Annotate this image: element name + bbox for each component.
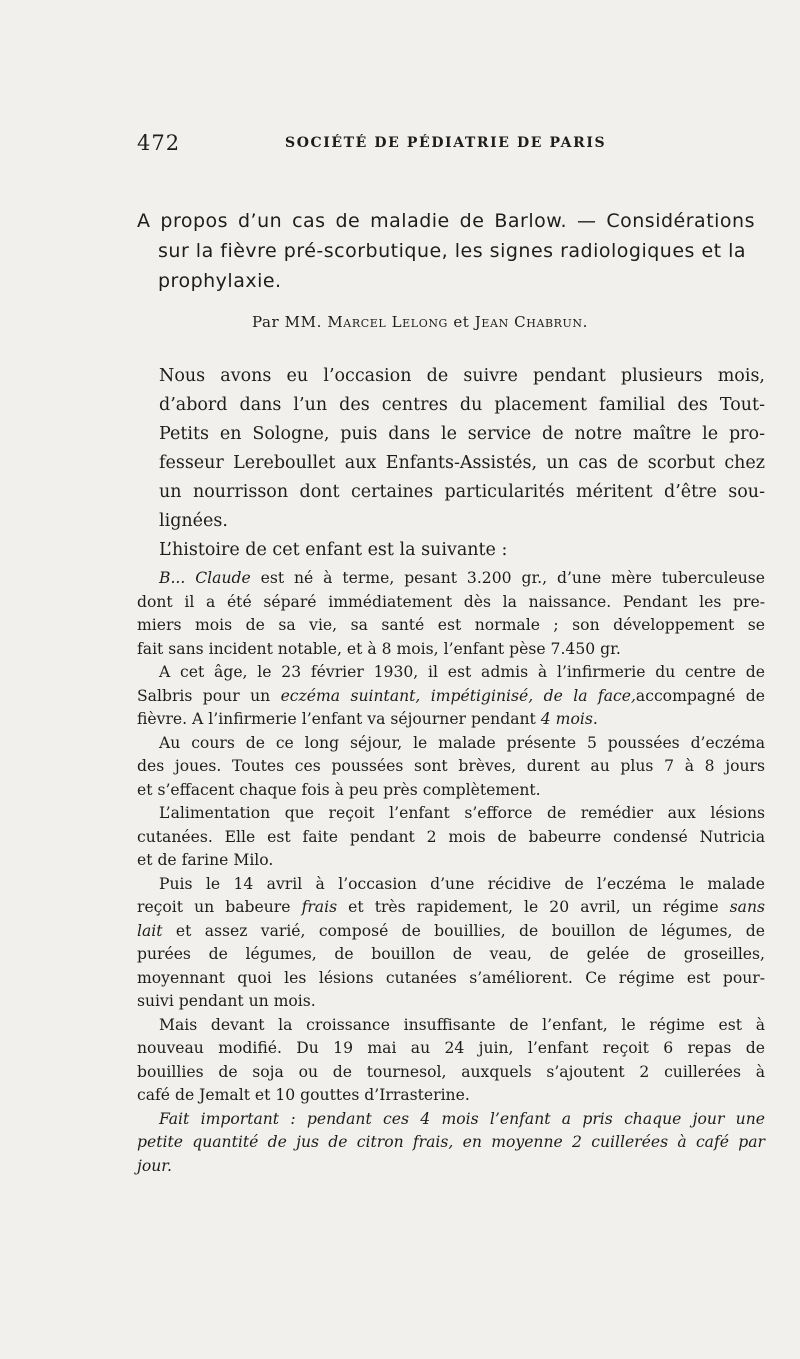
text-line: B... Claude est né à terme, pesant 3.200 gr., d’une mère tuberculeuse <box>159 569 765 587</box>
patient-name: B... Claude <box>159 569 251 587</box>
text-line: A cet âge, le 23 février 1930, il est admis à l’infirmerie du centre de <box>159 663 765 681</box>
text-line: dont il a été séparé immédiatement dès la naissance. Pendant les pre- <box>137 592 765 611</box>
case-paragraph <box>137 661 765 732</box>
text-line: reçoit un babeure frais et très rapidement, le 20 avril, un régime sans <box>137 898 765 916</box>
text-line: L’histoire de cet enfant est la suivante : <box>159 540 508 560</box>
text-line: suivi pendant un mois. <box>137 992 316 1010</box>
journal-name: SOCIÉTÉ DE PÉDIATRIE DE PARIS <box>285 135 607 151</box>
page-number: 472 <box>137 131 181 155</box>
text-line: Puis le 14 avril à l’occasion d’une récidive de l’eczéma le malade <box>159 874 765 893</box>
case-paragraph <box>137 873 765 1014</box>
title-line: prophylaxie. <box>158 270 282 292</box>
case-paragraph <box>137 802 765 873</box>
text-line: un nourrisson dont certaines particularités méritent d’être sou- <box>159 482 765 502</box>
article-title <box>137 206 755 296</box>
text-line: moyennant quoi les lésions cutanées s’améliorent. Ce régime est pour- <box>137 968 765 987</box>
text-line: Petits en Sologne, puis dans le service de notre maître le pro- <box>159 424 765 444</box>
case-paragraph <box>137 732 765 803</box>
text-line: des joues. Toutes ces poussées sont brèves, durent au plus 7 à 8 jours <box>137 757 765 775</box>
title-line: A propos d’un cas de maladie de Barlow. — Considérations <box>137 210 755 232</box>
text-line: fait sans incident notable, et à 8 mois, l’enfant pèse 7.450 gr. <box>137 639 621 658</box>
case-paragraph-important <box>137 1108 765 1179</box>
text-line: Fait important : pendant ces 4 mois l’enfant a pris chaque jour une <box>159 1109 765 1128</box>
text-line: lignées. <box>159 511 228 531</box>
text-line: Mais devant la croissance insuffisante de l’enfant, le régime est à <box>159 1015 765 1034</box>
case-paragraph <box>137 1014 765 1108</box>
text-line: et de farine Milo. <box>137 851 274 869</box>
author-name: Jean Chabrun <box>474 313 583 331</box>
text-line: lait et assez varié, composé de bouillies, de bouillon de légumes, de <box>137 921 765 940</box>
intro-paragraph <box>137 362 765 536</box>
case-history <box>137 567 765 1178</box>
author-name: Marcel Lelong <box>327 313 448 331</box>
text-line: Salbris pour un eczéma suintant, impétiginisé, de la face,accompagné de <box>137 686 766 705</box>
text-line: Au cours de ce long séjour, le malade présente 5 poussées d’eczéma <box>159 733 765 752</box>
text-line: fièvre. A l’infirmerie l’enfant va séjourner pendant 4 mois. <box>137 710 598 728</box>
text-line: et s’effacent chaque fois à peu près complètement. <box>137 780 541 799</box>
text-line: purées de légumes, de bouillon de veau, de gelée de groseilles, <box>137 945 765 963</box>
text-line: petite quantité de jus de citron frais, en moyenne 2 cuillerées à café par <box>137 1133 765 1151</box>
authors-suffix: . <box>582 313 589 331</box>
case-paragraph <box>137 567 765 661</box>
text-line: bouillies de soja ou de tournesol, auxquels s’ajoutent 2 cuillerées à <box>137 1062 765 1081</box>
title-line: sur la fièvre pré-scorbutique, les signes radiologiques et la <box>158 240 747 262</box>
intro-paragraph <box>137 536 765 565</box>
intro-text <box>137 362 765 565</box>
text-line: fesseur Lereboullet aux Enfants-Assistés, un cas de scorbut chez <box>159 453 765 473</box>
text-line: café de Jemalt et 10 gouttes d’Irrasterine. <box>137 1086 470 1104</box>
text-line: L’alimentation que reçoit l’enfant s’efforce de remédier aux lésions <box>159 804 765 822</box>
text-line: d’abord dans l’un des centres du placement familial des Tout- <box>159 395 765 415</box>
text-line: Nous avons eu l’occasion de suivre pendant plusieurs mois, <box>159 366 765 386</box>
text-line: jour. <box>137 1156 172 1175</box>
authors-connector: et <box>447 313 475 331</box>
running-head <box>137 131 757 161</box>
text-line: miers mois de sa vie, sa santé est normale ; son développement se <box>137 616 765 634</box>
authors-prefix: Par MM. <box>251 313 328 331</box>
text-line: nouveau modifié. Du 19 mai au 24 juin, l’enfant reçoit 6 repas de <box>137 1039 765 1057</box>
authors-line <box>0 313 800 331</box>
text-line: cutanées. Elle est faite pendant 2 mois de babeurre condensé Nutricia <box>137 827 765 846</box>
